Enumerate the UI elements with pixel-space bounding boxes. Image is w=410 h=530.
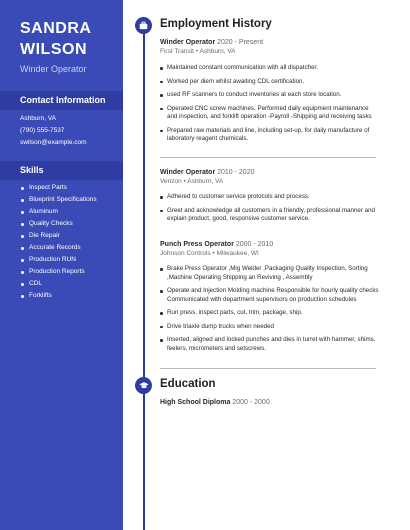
job-header <box>160 168 380 177</box>
skill-item: Inspect Parts <box>20 182 97 194</box>
job-dates: 2020 - Present <box>217 39 264 46</box>
education-entry <box>160 398 380 407</box>
education-heading: Education <box>160 378 216 390</box>
skills-heading: Skills <box>0 161 123 180</box>
first-name: SANDRA <box>20 20 92 37</box>
job-entry <box>160 38 380 149</box>
skill-item: CDL <box>20 278 97 290</box>
job-bullet: Run press, inspect parts, cut, trim, package, ship. <box>160 309 380 318</box>
job-header <box>160 38 380 47</box>
skill-item: Accurate Records <box>20 242 97 254</box>
job-bullet: Worked per diem whilst awaiting CDL certification. <box>160 78 380 87</box>
degree: High School Diploma <box>160 399 231 406</box>
skills-list <box>20 182 97 302</box>
job-bullet: Drive triaxle dump trucks when needed <box>160 323 380 332</box>
skill-item: Die Repair <box>20 230 97 242</box>
job-entry <box>160 168 380 229</box>
section-divider <box>160 368 376 369</box>
job-entry <box>160 240 380 358</box>
contact-location: Ashburn, VA <box>20 115 57 122</box>
last-name: WILSON <box>20 41 87 58</box>
job-location: Ashburn, VA <box>199 48 236 55</box>
job-title: Winder Operator <box>160 169 216 176</box>
contact-email[interactable]: swilson@example.com <box>20 139 87 147</box>
job-bullet: Adhered to customer service protocols and process. <box>160 193 380 202</box>
skill-item: Quality Checks <box>20 218 97 230</box>
candidate-name <box>20 18 91 60</box>
job-location: Ashburn, VA <box>187 178 224 185</box>
education-header <box>160 398 380 407</box>
education-dot <box>135 377 152 394</box>
job-dates: 2000 - 2010 <box>235 241 274 248</box>
timeline-line <box>143 26 145 530</box>
job-divider <box>160 157 376 158</box>
job-bullet: Maintained constant communication with all dispatcher. <box>160 64 380 73</box>
job-bullets <box>160 193 380 224</box>
job-title: Punch Press Operator <box>160 241 234 248</box>
skill-item: Forklifts <box>20 290 97 302</box>
education-dates: 2000 - 2000 <box>232 399 270 406</box>
sidebar <box>0 0 123 530</box>
job-company: First Transit <box>160 48 194 55</box>
skill-item: Aluminum <box>20 206 97 218</box>
job-company-line: Verizon • Ashburn, VA <box>160 178 224 185</box>
job-bullet: Inserted, aligned and locked punches and dies in turret with hammer, shims, feelers, micrometers and setscrews. <box>160 336 380 353</box>
job-company-line: Johnson Controls • Milwaukee, WI <box>160 250 259 257</box>
job-header <box>160 240 380 249</box>
job-company-line: First Transit • Ashburn, VA <box>160 48 236 55</box>
skill-item: Production RUN <box>20 254 97 266</box>
contact-phone: (790) 555-7537 <box>20 127 65 135</box>
job-bullet: Prepared raw materials and line, including set-up, for daily manufacture of laboratory reagent chemicals. <box>160 127 380 144</box>
skill-item: Blueprint Specifications <box>20 194 97 206</box>
job-bullet: used RF scanners to conduct inventories at each store location. <box>160 91 380 100</box>
job-bullet: Operated CNC screw machines, Performed daily equipment maintenance and inspection, and forklift operation -Payroll -Shipping and receiving tasks <box>160 105 380 122</box>
job-title: Winder Operator <box>160 39 216 46</box>
job-bullet: Brake Press Operator ,Mig Welder ,Packaging Quality Inspection, Sorting ,Machine Operating Shipping an Reviving , Assembly <box>160 265 380 282</box>
job-company: Johnson Controls <box>160 250 211 257</box>
briefcase-icon <box>139 21 148 30</box>
job-bullet: Operate and Injection Molding machine Responsible for hourly quality checks Communicated with department supervisors on production schedules <box>160 287 380 304</box>
job-bullets <box>160 265 380 353</box>
job-location: Milwaukee, WI <box>216 250 259 257</box>
job-company: Verizon <box>160 178 182 185</box>
graduation-cap-icon <box>139 381 149 390</box>
job-role: Winder Operator <box>20 64 87 74</box>
employment-heading: Employment History <box>160 18 272 30</box>
job-dates: 2010 - 2020 <box>217 169 255 176</box>
job-bullet: Greet and acknowledge all customers in a friendly, professional manner and explain product, good, responsive customer service. <box>160 207 380 224</box>
contact-info <box>20 113 87 150</box>
job-bullets <box>160 64 380 144</box>
contact-heading: Contact Information <box>0 91 123 110</box>
skill-item: Production Reports <box>20 266 97 278</box>
employment-dot <box>135 17 152 34</box>
